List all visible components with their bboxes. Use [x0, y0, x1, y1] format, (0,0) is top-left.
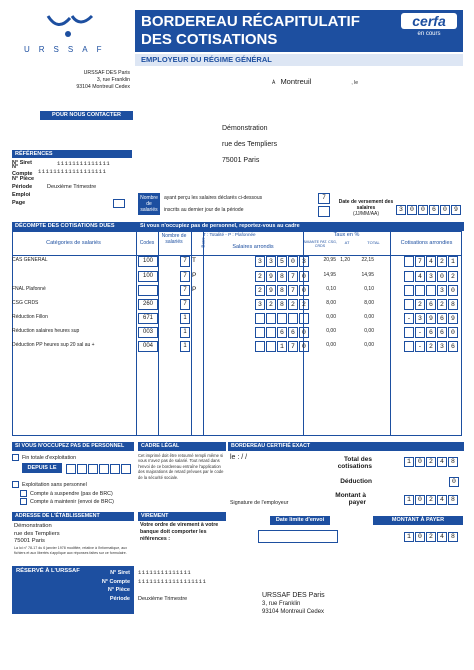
row-nombre[interactable]: 1 [180, 327, 190, 338]
versement-date[interactable] [396, 205, 462, 215]
digit: 2 [426, 532, 436, 542]
decompte-title: DÉCOMPTE DES COTISATIONS DUES [15, 223, 115, 229]
total-value [404, 457, 459, 467]
col-header-base: Base [200, 237, 206, 248]
digit: 2 [426, 457, 436, 467]
urssaf-address [40, 70, 130, 91]
digit: 0 [415, 532, 425, 542]
footer-address-line: 3, rue Franklin [262, 601, 301, 607]
row-nombre[interactable]: 1 [180, 341, 190, 352]
digit: 6 [426, 327, 436, 338]
digit: 6 [277, 327, 287, 338]
digit: 2 [437, 299, 447, 310]
col-header-legend: T : Totalité - P : Plafonnée [203, 232, 256, 237]
digit: 3 [255, 256, 265, 267]
digit: 9 [426, 313, 436, 324]
legal-text: Cet imprimé doit être retourné rempli même si vous n'avez pas de salarié. Tout retard dans l'envoi de ce bordereau entraîne l'application des majorations de retard prévues par le code de la sécurité sociale. [138, 453, 224, 480]
row-taux-total: 0,00 [364, 328, 374, 334]
digit: 1 [404, 457, 414, 467]
footer-address-line: 93104 Montreuil Cedex [262, 609, 325, 615]
digit [404, 285, 414, 296]
page-title: BORDEREAU RÉCAPITULATIF [141, 13, 360, 30]
virement-header: VIREMENT [138, 512, 226, 521]
row-base: P [192, 286, 197, 293]
digit: 0 [448, 327, 458, 338]
reserve-siret: 11111111111111 [138, 569, 192, 576]
digit: 1 [404, 495, 414, 505]
employer-city: 75001 Paris [222, 157, 260, 164]
reserve-block [12, 566, 134, 614]
sans-perso-checkbox[interactable] [12, 481, 19, 488]
digit [277, 313, 287, 324]
digit: 0 [299, 327, 309, 338]
digit [266, 313, 276, 324]
reserve-label-piece: N° Pièce [107, 587, 130, 593]
employer-address [222, 121, 277, 169]
row-nombre[interactable]: 7 [180, 271, 190, 282]
depuis-le-label: DEPUIS LE [22, 463, 62, 473]
footer-address [262, 592, 325, 616]
row-nombre[interactable]: 7 [180, 256, 190, 267]
digit [404, 327, 414, 338]
digit [404, 271, 414, 282]
logo-mark-icon [18, 12, 118, 40]
col-header-taux: Taux en % [333, 232, 360, 238]
digit: 3 [437, 341, 447, 352]
reserve-periode: Deuxième Trimestre [138, 595, 188, 602]
digit [255, 341, 265, 352]
row-nombre[interactable]: 7 [180, 299, 190, 310]
digit: 8 [448, 299, 458, 310]
table-row [12, 327, 464, 340]
digit: 7 [415, 256, 425, 267]
versement-label [336, 199, 396, 217]
reserve-label-compte: N° Compte [101, 578, 130, 585]
certif-date: le : / / [230, 454, 248, 461]
digit: 0 [448, 285, 458, 296]
montant-payer-value [404, 532, 459, 542]
urssaf-address-line: URSSAF DES Paris [83, 70, 130, 76]
digit: 9 [266, 271, 276, 282]
taux-subheaders [303, 240, 390, 248]
digit [255, 313, 265, 324]
sans-perso [12, 481, 87, 488]
digit: 7 [288, 285, 298, 296]
header-banner [135, 10, 463, 52]
digit: 8 [448, 495, 458, 505]
digit: 4 [437, 457, 447, 467]
versement-format: (JJ/MM/AA) [352, 211, 380, 217]
table-row [12, 313, 464, 326]
cerfa-logo: cerfa [401, 13, 457, 29]
row-taux-total: 0,00 [364, 314, 374, 320]
row-taux-1: 0,00 [326, 328, 336, 334]
taux-sub-amiante: AMIANTE PAT. CSG, CRDS [303, 240, 337, 248]
digit: 9 [451, 205, 461, 215]
digit: 6 [448, 341, 458, 352]
row-category: FNAL Plafonné [12, 286, 46, 292]
row-category: Déduction PP heures sup 20 sal au + [12, 342, 95, 348]
digit: 6 [288, 327, 298, 338]
digit: 3 [255, 299, 265, 310]
row-code[interactable]: 260 [138, 299, 158, 310]
depuis-le-date[interactable] [66, 464, 132, 474]
versement-label-text: Date de versement des salaires [338, 199, 394, 211]
digit: 8 [277, 271, 287, 282]
deduction-label: Déduction [340, 478, 372, 485]
virement-text: Votre ordre de virement à votre banque doit comporter les références : [140, 522, 219, 542]
digit: 2 [288, 299, 298, 310]
row-category: CAS GENERAL [12, 257, 48, 263]
digit: - [415, 341, 425, 352]
ref-label: Emploi [12, 191, 31, 198]
table-row [12, 271, 464, 284]
references-header: RÉFÉRENCES [12, 150, 132, 158]
decompte-header [12, 222, 464, 231]
digit: 8 [448, 532, 458, 542]
row-taux-1: 0,10 [326, 286, 336, 292]
row-code[interactable]: 100 [138, 271, 158, 282]
ref-label: N° Siret [12, 159, 32, 166]
table-row [12, 285, 464, 298]
fin-exploitation [12, 454, 76, 461]
digit [415, 285, 425, 296]
reserve-piece [138, 586, 206, 595]
references-block [12, 159, 134, 207]
row-taux-1: 8,00 [326, 300, 336, 306]
digit: 0 [407, 205, 417, 215]
digit: 9 [266, 285, 276, 296]
row-taux-total: 0,00 [364, 342, 374, 348]
digit: 4 [437, 495, 447, 505]
col-header-cotisations: Cotisations arrondies [400, 240, 453, 246]
row-taux-total: 8,00 [364, 300, 374, 306]
digit: - [415, 327, 425, 338]
digit: 5 [277, 256, 287, 267]
cerfa-badge [401, 13, 457, 49]
montant-value [404, 495, 459, 505]
digit: 3 [437, 285, 447, 296]
row-category: Réduction salaires heures sup [12, 328, 80, 334]
digit: 6 [437, 327, 447, 338]
signature-label: Signature de l'employeur [230, 500, 289, 506]
ref-label: Page [12, 199, 26, 206]
digit [266, 327, 276, 338]
taux-sub-at: AT [344, 240, 350, 245]
table-row [12, 299, 464, 312]
etab-name: Démonstration [14, 523, 52, 529]
fin-label: Fin totale d'exploitation [22, 454, 77, 461]
row-taux-total: 14,95 [361, 272, 374, 278]
digit: 3 [266, 256, 276, 267]
digit [299, 313, 309, 324]
digit: 7 [288, 341, 298, 352]
etab-street: rue des Templiers [14, 530, 60, 537]
ref-row-compte [12, 164, 134, 177]
urssaf-address-line: 3, rue Franklin [96, 77, 130, 83]
ref-siret-value: 11111111111111 [57, 159, 111, 167]
digit: 0 [288, 256, 298, 267]
taux-sub-total: TOTAL [367, 240, 380, 245]
ref-compte-value: 111111111111111111 [38, 167, 107, 175]
row-taux-total: 22,15 [361, 257, 374, 263]
footer-address-line: URSSAF DES Paris [262, 592, 325, 599]
col-header-codes: Codes [139, 240, 155, 246]
urssaf-address-line: 93104 Montreuil Cedex [76, 84, 130, 90]
digit: 8 [448, 457, 458, 467]
digit [266, 341, 276, 352]
table-row [12, 256, 464, 269]
row-taux-1: 0,00 [326, 314, 336, 320]
ref-row-page [12, 199, 134, 207]
row-category: Réduction Fillon [12, 314, 48, 320]
ref-row-periode [12, 183, 134, 191]
row-code[interactable]: 003 [138, 327, 158, 338]
salaries-count-2[interactable] [318, 206, 330, 217]
digit: 4 [426, 256, 436, 267]
row-nombre[interactable]: 1 [180, 313, 190, 324]
table-row [12, 341, 464, 354]
reserve-compte: 111111111111111111 [138, 577, 207, 585]
digit: 2 [255, 271, 265, 282]
row-base: T [192, 257, 196, 264]
digit: 8 [277, 285, 287, 296]
digit: 4 [415, 271, 425, 282]
digit: 1 [277, 341, 287, 352]
digit [255, 327, 265, 338]
digit: 2 [426, 495, 436, 505]
contact-button[interactable]: POUR NOUS CONTACTER [40, 111, 133, 120]
row-code[interactable]: 004 [138, 341, 158, 352]
row-nombre[interactable]: 7 [180, 285, 190, 296]
digit: 2 [415, 299, 425, 310]
digit: 0 [299, 341, 309, 352]
digit: 0 [415, 495, 425, 505]
digit [404, 341, 414, 352]
deduction-value [449, 477, 460, 487]
digit: 0 [437, 271, 447, 282]
digit: 0 [449, 477, 459, 487]
col-header-categories: Catégories de salariés [46, 240, 101, 246]
digit: 6 [437, 313, 447, 324]
suspendre-label: Compte à suspendre (pas de BRC) [30, 490, 113, 497]
digit [288, 313, 298, 324]
digit: 7 [288, 271, 298, 282]
adresse-header: ADRESSE DE L'ÉTABLISSEMENT [12, 512, 134, 521]
ref-label: N° Compte [12, 164, 33, 177]
reserve-title: RÉSERVÉ À L'URSSAF [16, 568, 80, 574]
digit: 3 [299, 256, 309, 267]
digit: 4 [437, 532, 447, 542]
etablissement-address [14, 523, 60, 546]
row-category: CSG CRDS [12, 300, 39, 306]
employer-name: Démonstration [222, 125, 268, 132]
digit: 0 [299, 271, 309, 282]
page-title-2: DES COTISATIONS [141, 31, 278, 48]
total-label: Total des cotisations [337, 456, 372, 470]
header-subtitle: EMPLOYEUR DU RÉGIME GÉNÉRAL [135, 54, 463, 66]
date-limite-field[interactable] [258, 530, 338, 543]
digit: 0 [415, 457, 425, 467]
certif-header: BORDEREAU CERTIFIÉ EXACT [228, 442, 464, 451]
digit [404, 256, 414, 267]
digit: 3 [396, 205, 406, 215]
digit: 1 [448, 256, 458, 267]
digit: 8 [277, 299, 287, 310]
row-taux-1: 20,95 [323, 257, 336, 263]
salaries-line2: inscrits au dernier jour de la période [164, 207, 244, 213]
row-taux-1: 0,00 [326, 342, 336, 348]
digit: 6 [429, 205, 439, 215]
digit: - [404, 313, 414, 324]
compte-maintenir [20, 498, 114, 505]
compte-suspendre [20, 490, 113, 497]
digit: 2 [266, 299, 276, 310]
digit: 0 [440, 205, 450, 215]
maintenir-checkbox[interactable] [20, 498, 27, 505]
digit: 1 [404, 532, 414, 542]
reserve-label-periode: Période [109, 595, 130, 602]
col-header-nombre: Nombre de salariés [161, 233, 187, 245]
row-taux-at: 1,20 [340, 257, 350, 263]
cerfa-status: en cours [417, 31, 441, 37]
date-limite-label: Date limite d'envoi [270, 516, 330, 525]
digit: 9 [448, 313, 458, 324]
digit [426, 285, 436, 296]
digit: 0 [418, 205, 428, 215]
ref-periode-value: Deuxième Trimestre [47, 184, 97, 190]
ref-label: Période [12, 183, 33, 190]
fin-checkbox[interactable] [12, 454, 19, 461]
adresse-note: La loi n° 78-17 du 6 janvier 1978 modifiée, relative à l'informatique, aux fichiers et aux libertés s'applique aux réponses faites sur ce formulaire. [14, 546, 127, 555]
urssaf-logo [18, 12, 118, 52]
digit: 3 [415, 313, 425, 324]
digit: 0 [299, 285, 309, 296]
digit: 3 [426, 271, 436, 282]
place-le: , le [351, 80, 359, 86]
reserve-values [138, 569, 206, 603]
etab-city: 75001 Paris [14, 538, 45, 544]
digit [404, 299, 414, 310]
digit: 6 [426, 299, 436, 310]
row-taux-1: 14,95 [323, 272, 336, 278]
legal-header: CADRE LÉGAL [138, 442, 226, 451]
row-taux-total: 0,10 [364, 286, 374, 292]
digit: 2 [448, 271, 458, 282]
reserve-label-siret: N° Siret [110, 570, 130, 576]
row-code[interactable]: 100 [138, 256, 158, 267]
sans-perso-label: Exploitation sans personnel [22, 481, 87, 488]
place-prefix: À [272, 80, 276, 86]
noperso-header: SI VOUS N'OCCUPEZ PAS DE PERSONNEL [12, 442, 134, 451]
digit: 2 [299, 299, 309, 310]
row-code[interactable] [138, 285, 158, 296]
montant-payer-header: MONTANT À PAYER [373, 516, 463, 525]
ref-row-piece [12, 175, 134, 183]
digit: 2 [426, 341, 436, 352]
employer-street: rue des Templiers [222, 141, 278, 148]
place-city: Montreuil [280, 77, 312, 86]
digit: 2 [255, 285, 265, 296]
salaries-label: Nombre de salariés [138, 193, 160, 215]
suspendre-checkbox[interactable] [20, 490, 27, 497]
row-base: P [192, 272, 197, 279]
digit: 2 [437, 256, 447, 267]
place-line [272, 77, 358, 86]
logo-text: URSSAF [24, 45, 111, 54]
ref-label: N° Pièce [12, 175, 35, 182]
decompte-cadre-note: Si vous n'occupiez pas de personnel, reportez-vous au cadre [140, 223, 300, 229]
salaries-count-1[interactable]: 7 [318, 193, 330, 204]
montant-label: Montant à payer [335, 492, 366, 506]
salaries-line1: ayant perçu les salaires déclarés ci-dessous [164, 195, 263, 201]
row-code[interactable]: 671 [138, 313, 158, 324]
maintenir-label: Compte à maintenir (envoi de BRC) [30, 498, 114, 505]
page-input[interactable] [113, 199, 125, 208]
col-header-salaires: Salaires arrondis [232, 244, 274, 250]
